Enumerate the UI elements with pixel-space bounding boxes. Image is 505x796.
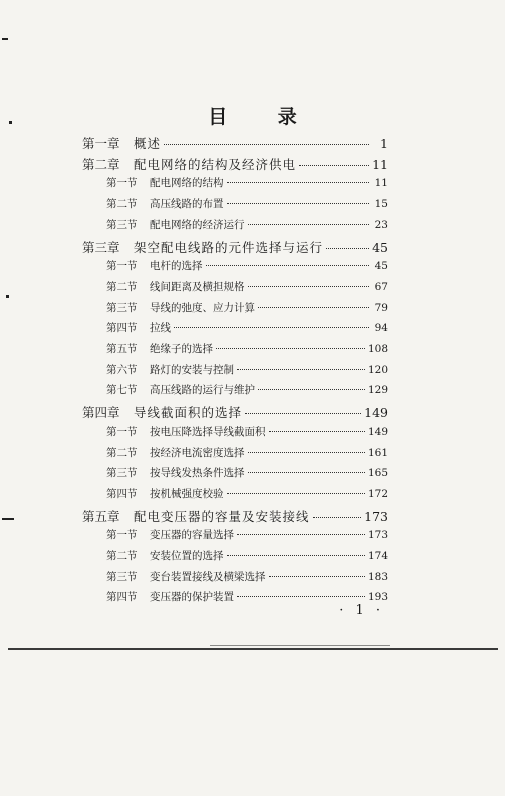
toc-entry-number: 第三章 [82,239,120,255]
toc-entry-number: 第四节 [106,591,138,604]
page-title: 目 录 [208,106,319,128]
toc-entry-number: 第三节 [106,301,138,314]
toc-entry-title: 按电压降选择导线截面积 [150,425,266,438]
toc-section-entry [106,486,388,501]
toc-entry-page: 183 [367,570,388,583]
toc-entry-title: 导线的弛度、应力计算 [150,301,255,314]
toc-entry-page: 45 [372,239,388,255]
toc-entry-title: 配电网络的结构 [150,177,224,190]
toc-entry-title: 安装位置的选择 [150,550,224,562]
toc-chapter-entry [82,134,388,152]
toc-section-entry [106,300,388,315]
toc-dot-leader [248,224,370,225]
toc-entry-number: 第四节 [106,322,138,335]
toc-entry-number: 第三节 [106,467,138,480]
toc-entry-page: 149 [367,425,388,438]
toc-entry-title: 绝缘子的选择 [150,343,213,355]
toc-entry-page: 174 [367,550,388,562]
toc-entry-number: 第六节 [106,363,138,376]
page-number: · 1 · [339,603,384,618]
toc-dot-leader [164,144,369,145]
scan-mark [6,295,9,298]
toc-entry-page: 79 [374,301,388,314]
toc-entry-page: 129 [367,384,388,397]
toc-entry-page: 11 [372,156,388,172]
toc-section-entry [106,279,388,294]
toc-entry-number: 第三节 [106,218,138,231]
toc-section-entry [106,527,388,542]
bottom-rule [8,648,498,650]
toc-entry-page: 45 [374,260,388,273]
toc-entry-title: 按经济电流密度选择 [150,446,245,459]
toc-entry-title: 线间距离及横担规格 [150,280,245,293]
toc-section-entry [106,258,388,273]
toc-entry-title: 按机械强度校验 [150,487,224,500]
toc-entry-number: 第五章 [82,508,120,524]
toc-section-entry [106,548,388,563]
toc-section-entry [106,175,388,190]
toc-section-entry [106,217,388,232]
toc-dot-leader [258,307,369,308]
toc-dot-leader [248,472,365,473]
toc-section-entry [106,465,388,480]
toc-section-entry [106,445,388,460]
toc-entry-page: 1 [380,136,388,151]
toc-dot-leader [237,596,365,597]
scan-mark [210,645,390,646]
toc-dot-leader [258,389,365,390]
toc-entry-page: 149 [364,405,388,421]
toc-entry-page: 23 [374,218,388,231]
toc-section-entry [106,424,388,439]
toc-entry-page: 173 [367,529,388,542]
toc-entry-title: 变压器的容量选择 [150,529,234,542]
toc-entry-number: 第四章 [82,405,120,421]
toc-entry-page: 108 [367,343,388,355]
toc-entry-title: 导线截面积的选择 [134,405,243,421]
toc-dot-leader [227,182,370,183]
toc-chapter-entry [82,238,388,256]
toc-entry-page: 172 [367,487,388,500]
toc-entry-title: 变压器的保护装置 [150,591,234,604]
toc-dot-leader [269,576,365,577]
toc-dot-leader [227,203,370,204]
toc-dot-leader [248,452,365,453]
toc-dot-leader [227,555,365,556]
toc-entry-page: 173 [364,508,388,524]
toc-entry-title: 架空配电线路的元件选择与运行 [134,239,324,255]
toc-dot-leader [237,369,365,370]
toc-entry-number: 第二节 [106,550,138,562]
toc-chapter-entry [82,403,388,421]
toc-entry-number: 第七节 [106,384,138,397]
toc-entry-title: 拉线 [150,322,171,335]
toc-dot-leader [269,431,365,432]
toc-entry-number: 第四节 [106,487,138,500]
toc-dot-leader [326,248,369,249]
toc-entry-number: 第二节 [106,280,138,293]
toc-entry-number: 第二节 [106,198,138,211]
toc-entry-title: 变台装置接线及横梁选择 [150,570,266,583]
toc-entry-title: 路灯的安装与控制 [150,363,234,376]
toc-section-entry [106,196,388,211]
scan-mark [9,121,12,124]
toc-entry-title: 配电变压器的容量及安装接线 [134,508,310,524]
toc-entry-title: 电杆的选择 [150,260,203,273]
toc-entry-page: 120 [367,363,388,376]
toc-entry-title: 高压线路的运行与维护 [150,384,255,397]
toc-entry-page: 193 [367,591,388,604]
toc-section-entry [106,341,388,356]
toc-dot-leader [237,534,365,535]
toc-entry-title: 概述 [134,136,162,151]
toc-entry-page: 165 [367,467,388,480]
toc-entry-number: 第一节 [106,529,138,542]
scan-mark [2,518,14,520]
toc-section-entry [106,362,388,377]
toc-entry-number: 第一章 [82,136,120,151]
scan-mark [2,38,8,40]
toc-entry-page: 161 [367,446,388,459]
toc-entry-number: 第五节 [106,343,138,355]
toc-entry-title: 高压线路的布置 [150,198,224,211]
toc-entry-page: 67 [374,280,388,293]
toc-dot-leader [206,265,370,266]
toc-entry-page: 15 [374,198,388,211]
toc-entry-number: 第一节 [106,177,138,190]
toc-entry-page: 94 [374,322,388,335]
toc-entry-number: 第三节 [106,570,138,583]
toc-entry-number: 第二章 [82,156,120,172]
toc-section-entry [106,382,388,397]
toc-entry-title: 配电网络的结构及经济供电 [134,156,297,172]
toc-entry-number: 第二节 [106,446,138,459]
toc-dot-leader [216,348,365,349]
toc-entry-page: 11 [374,177,388,190]
toc-dot-leader [313,517,362,518]
table-of-contents [0,134,505,604]
toc-dot-leader [245,413,361,414]
toc-entry-number: 第一节 [106,425,138,438]
toc-entry-title: 按导线发热条件选择 [150,467,245,480]
toc-section-entry [106,320,388,335]
toc-dot-leader [248,286,370,287]
toc-chapter-entry [82,507,388,525]
toc-dot-leader [227,493,365,494]
toc-dot-leader [174,327,369,328]
toc-dot-leader [299,165,369,166]
toc-entry-number: 第一节 [106,260,138,273]
toc-entry-title: 配电网络的经济运行 [150,218,245,231]
toc-chapter-entry [82,155,388,173]
toc-section-entry [106,569,388,584]
